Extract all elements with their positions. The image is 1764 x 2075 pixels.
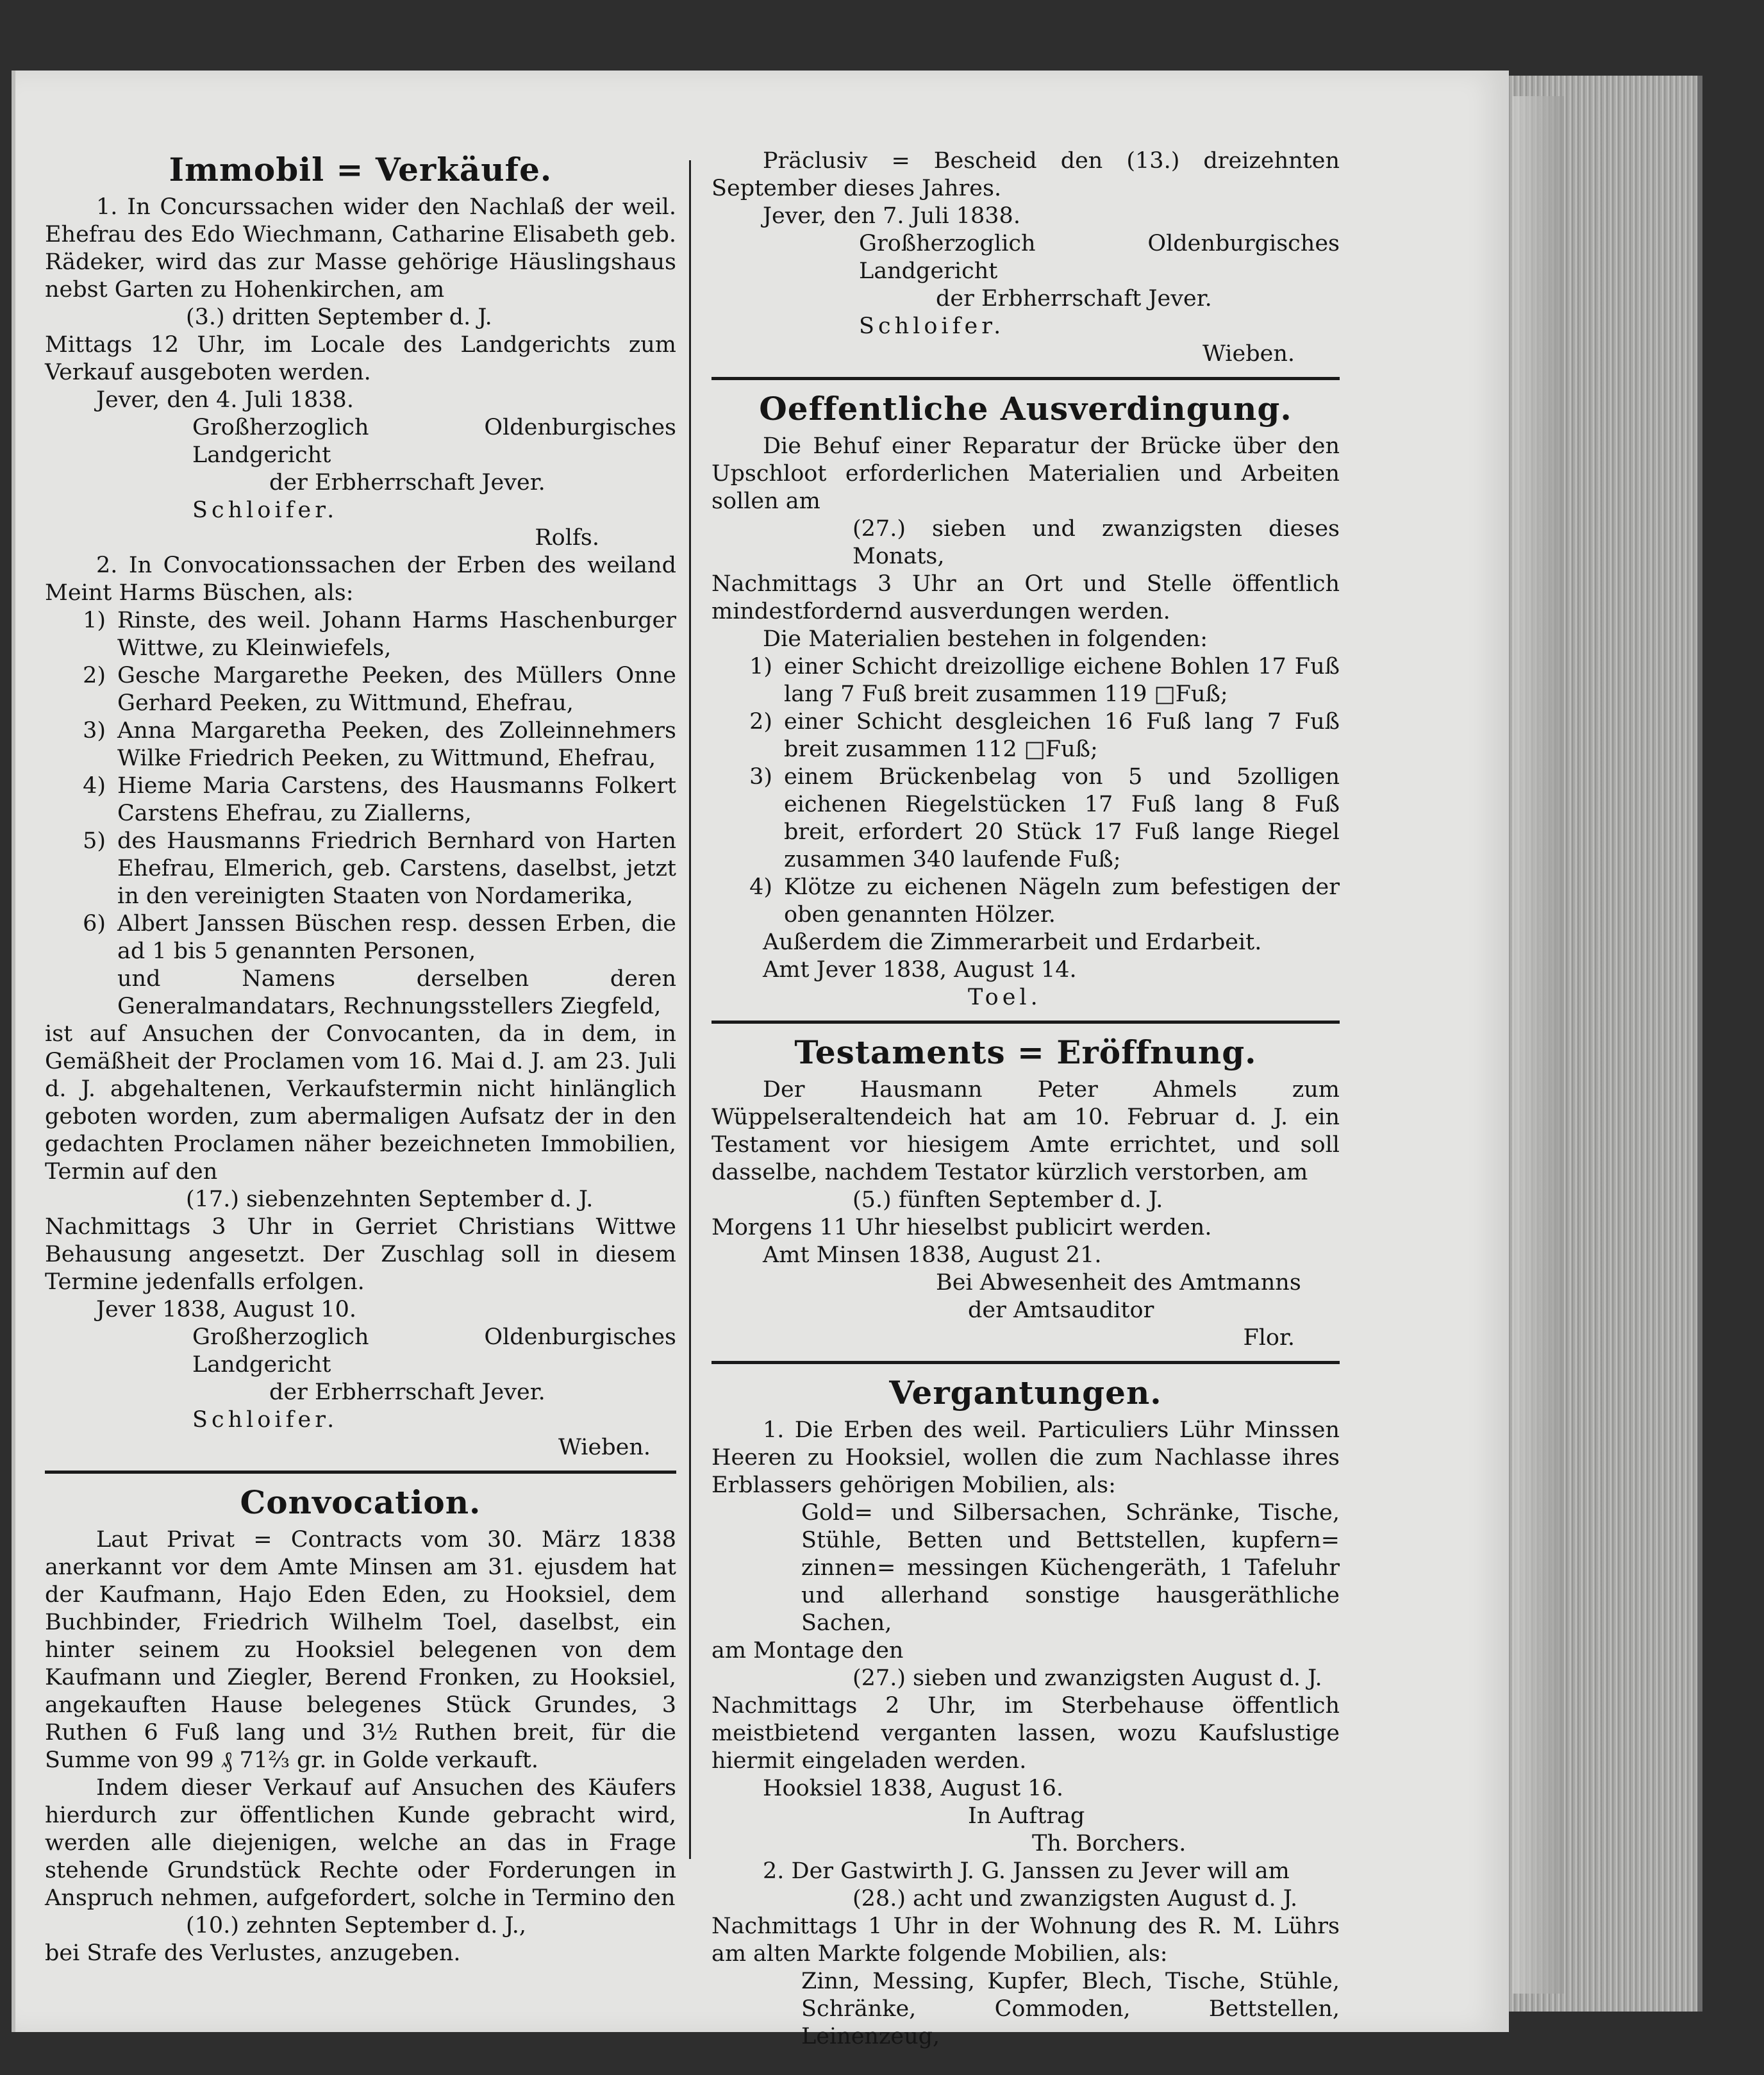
entry-2-court-2: der Erbherrschaft Jever. [269,1379,545,1405]
heir-item: 2) Gesche Margarethe Peeken, des Müllers Onne Gerhard Peeken, zu Wittmund, Ehefrau, [83,663,676,716]
entry-1-signature: Schloifer. [192,497,338,523]
vergantung-1-paragraph-2: am Montage den [711,1638,904,1663]
ausverdingung-place: Amt Jever 1838, August 14. [763,957,1077,983]
heir-item: 6) Albert Janssen Büschen resp. dessen Erben, die ad 1 bis 5 genannten Personen, [83,911,676,964]
vergantung-1-paragraph-3: Nachmittags 2 Uhr, im Sterbehause öffentlich meistbietend verganten lassen, wozu Kaufslustige hiermit eingeladen werden. [711,1693,1340,1774]
ausverdingung-paragraph-3: Die Materialien bestehen in folgenden: [763,626,1208,652]
material-item: 2) einer Schicht desgleichen 16 Fuß lang 7 Fuß breit zusammen 112 □Fuß; [749,709,1340,762]
ausverdingung-date: (27.) sieben und zwanzigsten dieses Monats, [853,516,1340,569]
section-title-convocation: Convocation. [240,1483,481,1521]
heir-item: 4) Hieme Maria Carstens, des Hausmanns Folkert Carstens Ehefrau, zu Ziallerns, [83,773,676,826]
entry-1-signature-2: Rolfs. [535,525,599,551]
vergantung-2-date: (28.) acht und zwanzigsten August d. J. [853,1886,1298,1912]
vergantung-2-list: Zinn, Messing, Kupfer, Blech, Tische, Stühle, Schränke, Commoden, Bettstellen, Leinenzeug, [801,1969,1340,2049]
testament-line-2: der Amtsauditor [968,1297,1154,1323]
entry-2-body: ist auf Ansuchen der Convocanten, da in dem, in Gemäßheit der Proclamen vom 16. Mai d. J. am 23. Juli d. J. abgehaltenen, Verkaufstermin nicht hinlänglich geboten worden, zum abermaligen Aufsatz der in den gedachten Proclamen näher bezeichneten Immobilien, Termin auf den [45,1021,676,1185]
testament-line-1: Bei Abwesenheit des Amtmanns [936,1270,1301,1296]
ausverdingung-paragraph-2: Nachmittags 3 Uhr an Ort und Stelle öffentlich mindestfordernd ausverdungen werden. [711,571,1340,624]
vergantung-2-paragraph-1: 2. Der Gastwirth J. G. Janssen zu Jever will am [763,1858,1290,1884]
praeclusiv-court-2: der Erbherrschaft Jever. [936,286,1212,312]
material-item: 3) einem Brückenbelag von 5 und 5zolligen eichenen Riegelstücken 17 Fuß lang 8 Fuß breit, erfordert 20 Stück 17 Fuß lange Riegel zusammen 340 laufende Fuß; [749,764,1340,872]
entry-1-date: (3.) dritten September d. J. [186,304,492,330]
testament-place: Amt Minsen 1838, August 21. [763,1242,1102,1268]
ausverdingung-paragraph-1: Die Behuf einer Reparatur der Brücke über den Upschloot erforderlichen Materialien und Arbeiten sollen am [711,433,1340,514]
section-title-testament: Testaments = Eröffnung. [794,1033,1257,1071]
entry-2-intro: 2. In Convocationssachen der Erben des weiland Meint Harms Büschen, als: [45,553,676,606]
vergantung-1-line: In Auftrag [968,1803,1085,1829]
convocation-paragraph-1: Laut Privat = Contracts vom 30. März 1838 anerkannt vor dem Amte Minsen am 31. ejusdem hat der Kaufmann, Hajo Eden Eden, zu Hooksiel, dem Buchbinder, Friedrich Wilhelm Toel, daselbst, ein hinter seinem zu Hooksiel belegenen von dem Kaufmann und Ziegler, Berend Fronken, zu Hooksiel, angekauften Hause belegenes Stück Grundes, 3 Ruthen 6 Fuß lang und 3½ Ruthen breit, für die Summe von 99 ₰ 71⅔ gr. in Golde verkauft. [45,1527,676,1773]
entry-2-body-2: Nachmittags 3 Uhr in Gerriet Christians Wittwe Behausung angesetzt. Der Zuschlag soll in diesem Termine jedenfalls erfolgen. [45,1214,676,1295]
vergantung-2-paragraph-2: Nachmittags 1 Uhr in der Wohnung des R. M. Lührs am alten Markte folgende Mobilien, als: [711,1913,1340,1967]
vergantung-1-signature: Th. Borchers. [1032,1831,1186,1856]
section-rule [711,377,1340,380]
book-edge-shadow [1513,96,1564,1994]
ausverdingung-signature: Toel. [968,985,1042,1010]
testament-paragraph-1: Der Hausmann Peter Ahmels zum Wüppelseraltendeich hat am 10. Februar d. J. ein Testament vor hiesigem Amte errichtet, und soll dasselbe, nachdem Testator kürzlich verstorben, am [711,1077,1340,1185]
heir-item: 3) Anna Margaretha Peeken, des Zolleinnehmers Wilke Friedrich Peeken, zu Wittmund, Ehefrau, [83,718,676,771]
entry-1-text: 1. In Concurssachen wider den Nachlaß der weil. Ehefrau des Edo Wiechmann, Catharine Elisabeth geb. Rädeker, wird das zur Masse gehörige Häuslingshaus nebst Garten zu Hohenkirchen, am [45,194,676,303]
convocation-date: (10.) zehnten September d. J., [186,1913,527,1938]
convocation-paragraph-3: bei Strafe des Verlustes, anzugeben. [45,1940,461,1966]
material-item: 1) einer Schicht dreizollige eichene Bohlen 17 Fuß lang 7 Fuß breit zusammen 119 □Fuß; [749,654,1340,707]
left-column [45,147,676,1967]
column-divider [689,160,691,1859]
vergantung-1-paragraph-1: 1. Die Erben des weil. Particuliers Lühr Minssen Heeren zu Hooksiel, wollen die zum Nachlasse ihres Erblassers gehörigen Mobilien, als: [711,1417,1340,1498]
entry-2-signature: Schloifer. [192,1407,338,1433]
vergantung-1-place: Hooksiel 1838, August 16. [763,1776,1063,1801]
section-rule [45,1471,676,1474]
section-rule [711,1361,1340,1364]
ausverdingung-paragraph-4: Außerdem die Zimmerarbeit und Erdarbeit. [763,929,1262,955]
heir-item: 5) des Hausmanns Friedrich Bernhard von Harten Ehefrau, Elmerich, geb. Carstens, daselbst, jetzt in den vereinigten Staaten von Nordamerika, [83,828,676,909]
entry-1-court-2: der Erbherrschaft Jever. [269,470,545,496]
heir-item: 1) Rinste, des weil. Johann Harms Haschenburger Wittwe, zu Kleinwiefels, [83,608,676,661]
praeclusiv-place: Jever, den 7. Juli 1838. [763,203,1020,229]
praeclusiv-signature: Schloifer. [859,313,1005,339]
entry-1-time: Mittags 12 Uhr, im Locale des Landgerichts zum Verkauf ausgeboten werden. [45,332,676,385]
entry-2-continuation: und Namens derselben deren Generalmandatars, Rechnungsstellers Ziegfeld, [117,966,676,1019]
section-title-ausverdingung: Oeffentliche Ausverdingung. [759,390,1292,428]
entry-2-signature-2: Wieben. [558,1435,651,1460]
section-title-vergantungen: Vergantungen. [889,1374,1162,1412]
convocation-paragraph-2: Indem dieser Verkauf auf Ansuchen des Käufers hierdurch zur öffentlichen Kunde gebracht wird, werden alle diejenigen, welche an das in Frage stehende Grundstück Rechte oder Forderungen in Anspruch nehmen, aufgefordert, solche in Termino den [45,1775,676,1911]
right-column [711,147,1340,2051]
material-item: 4) Klötze zu eichenen Nägeln zum befestigen der oben genannten Hölzer. [749,874,1340,928]
vergantung-1-date: (27.) sieben und zwanzigsten August d. J. [853,1665,1322,1691]
entry-2-place: Jever 1838, August 10. [96,1297,356,1322]
testament-signature: Flor. [1243,1325,1295,1351]
entry-2-date: (17.) siebenzehnten September d. J. [186,1187,594,1212]
section-rule [711,1021,1340,1024]
testament-paragraph-2: Morgens 11 Uhr hieselbst publicirt werden. [711,1215,1212,1240]
praeclusiv-signature-2: Wieben. [1202,341,1295,367]
entry-2-court: Großherzoglich Oldenburgisches Landgericht [192,1324,676,1378]
praeclusiv-court: Großherzoglich Oldenburgisches Landgericht [859,231,1340,284]
entry-1-place: Jever, den 4. Juli 1838. [96,387,354,413]
testament-date: (5.) fünften September d. J. [853,1187,1163,1213]
vergantung-1-list: Gold= und Silbersachen, Schränke, Tische, Stühle, Betten und Bettstellen, kupfern= zinnen= messingen Küchengeräth, 1 Tafeluhr und allerhand sonstige hausgeräthliche Sachen, [801,1500,1340,1636]
praeclusiv-text: Präclusiv = Bescheid den (13.) dreizehnten September dieses Jahres. [711,148,1340,201]
section-title-immobil: Immobil = Verkäufe. [169,151,553,188]
entry-1-court: Großherzoglich Oldenburgisches Landgericht [192,415,676,468]
